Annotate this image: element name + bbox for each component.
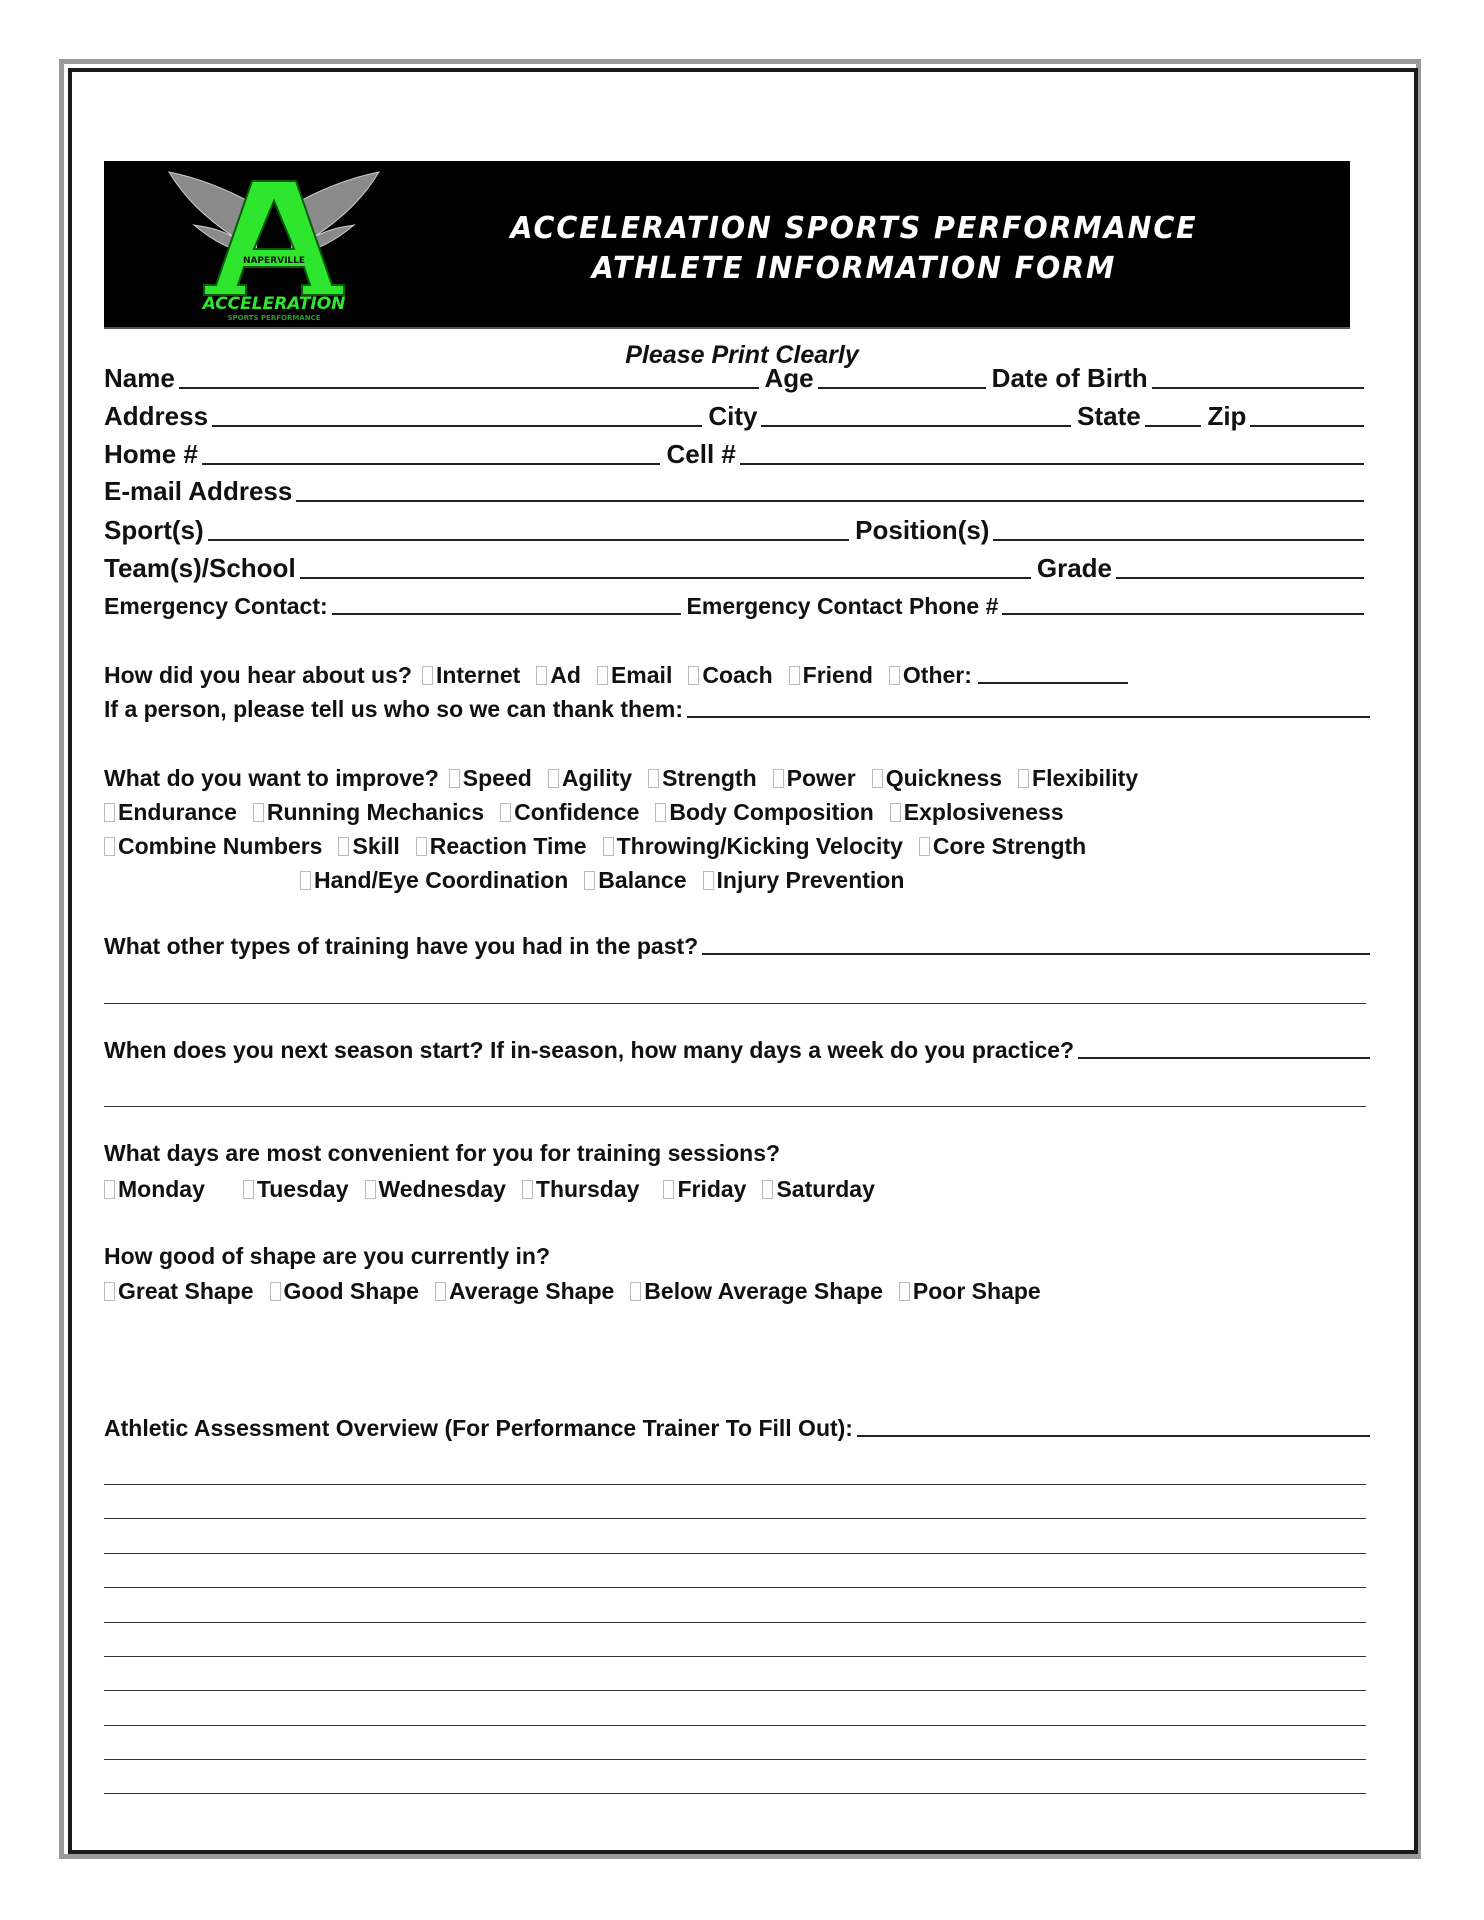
days-question: What days are most convenient for you for training sessions? [104, 1140, 781, 1166]
instructions: Please Print Clearly [625, 341, 859, 369]
assessment-line[interactable] [104, 1518, 1366, 1519]
checkbox-ad[interactable] [536, 666, 547, 685]
training-field-line-2[interactable] [104, 1003, 1366, 1004]
positions-field[interactable] [993, 539, 1364, 541]
option-label: Strength [662, 765, 757, 791]
training-question: What other types of training have you had in the past? [104, 933, 699, 959]
option-label: Poor Shape [912, 1278, 1041, 1304]
checkbox-running-mechanics[interactable] [253, 803, 264, 822]
option-label: Combine Numbers [118, 833, 323, 859]
checkbox-balance[interactable] [584, 871, 595, 890]
option-label: Saturday [776, 1176, 875, 1202]
address-label: Address [104, 401, 209, 431]
assessment-line[interactable] [104, 1759, 1366, 1760]
option-label: Reaction Time [429, 833, 587, 859]
row-email [104, 475, 1370, 507]
checkbox-combine-numbers[interactable] [104, 837, 115, 856]
svg-text:ACCELERATION: ACCELERATION [202, 294, 346, 314]
state-label: State [1077, 401, 1141, 431]
hear-row [104, 657, 1370, 689]
checkbox-strength[interactable] [648, 769, 659, 788]
option-label: Agility [561, 765, 633, 791]
option-label: Internet [435, 662, 521, 688]
emergency-contact-field[interactable] [332, 613, 681, 615]
checkbox-great-shape[interactable] [104, 1282, 115, 1301]
checkbox-tuesday[interactable] [243, 1180, 254, 1199]
option-label: Other: [902, 662, 972, 688]
team-label: Team(s)/School [104, 553, 296, 583]
assessment-line[interactable] [104, 1656, 1366, 1657]
checkbox-other[interactable] [889, 666, 900, 685]
referrer-row [104, 691, 1370, 723]
shape-options-row [94, 1273, 1360, 1305]
home-phone-field[interactable] [202, 463, 661, 465]
option-label: Skill [352, 833, 400, 859]
assessment-label: Athletic Assessment Overview (For Performance Trainer To Fill Out): [104, 1415, 853, 1441]
option-label: Endurance [118, 799, 237, 825]
improve-row-2 [94, 794, 1360, 826]
checkbox-explosiveness[interactable] [890, 803, 901, 822]
option-label: Power [786, 765, 856, 791]
checkbox-speed[interactable] [449, 769, 460, 788]
option-label: Friday [677, 1176, 747, 1202]
row-phone [104, 438, 1370, 470]
improve-row-3 [94, 828, 1360, 860]
checkbox-agility[interactable] [548, 769, 559, 788]
header-banner [104, 161, 1350, 329]
assessment-line[interactable] [104, 1690, 1366, 1691]
acceleration-logo-icon [164, 167, 384, 322]
assessment-field[interactable] [857, 1435, 1370, 1437]
form-title [455, 209, 1253, 289]
assessment-row [104, 1410, 1370, 1442]
option-label: Injury Prevention [716, 867, 905, 893]
grade-label: Grade [1036, 553, 1113, 583]
cell-label: Cell # [666, 439, 736, 469]
svg-text:NAPERVILLE: NAPERVILLE [242, 256, 306, 266]
option-label: Flexibility [1032, 765, 1139, 791]
name-label: Name [104, 363, 175, 393]
age-field[interactable] [818, 387, 986, 389]
season-field[interactable] [1078, 1057, 1370, 1059]
cell-phone-field[interactable] [740, 463, 1364, 465]
checkbox-throwing-velocity[interactable] [603, 837, 614, 856]
city-field[interactable] [761, 425, 1071, 427]
shape-question: How good of shape are you currently in? [104, 1243, 550, 1269]
form-title-line2: ATHLETE INFORMATION FORM [591, 251, 1117, 286]
row-sport [104, 514, 1370, 546]
season-field-line-2[interactable] [104, 1106, 1366, 1107]
sports-field[interactable] [208, 539, 849, 541]
checkbox-body-composition[interactable] [655, 803, 666, 822]
training-field[interactable] [702, 953, 1370, 955]
option-label: Friend [802, 662, 873, 688]
option-label: Hand/Eye Coordination [314, 867, 569, 893]
option-label: Coach [702, 662, 773, 688]
checkbox-skill[interactable] [338, 837, 349, 856]
option-label: Below Average Shape [644, 1278, 883, 1304]
home-label: Home # [104, 439, 198, 469]
checkbox-injury-prevention[interactable] [703, 871, 714, 890]
checkbox-wednesday[interactable] [365, 1180, 376, 1199]
form-title-line1: ACCELERATION SPORTS PERFORMANCE [510, 211, 1198, 246]
emergency-phone-field[interactable] [1002, 613, 1364, 615]
assessment-line[interactable] [104, 1587, 1366, 1588]
team-field[interactable] [300, 577, 1031, 579]
checkbox-below-average-shape[interactable] [630, 1282, 641, 1301]
address-field[interactable] [212, 425, 702, 427]
option-label: Explosiveness [903, 799, 1064, 825]
grade-field[interactable] [1116, 577, 1364, 579]
option-label: Ad [550, 662, 581, 688]
option-label: Speed [462, 765, 532, 791]
option-label: Confidence [514, 799, 640, 825]
city-label: City [708, 401, 758, 431]
checkbox-thursday[interactable] [522, 1180, 533, 1199]
zip-field[interactable] [1250, 425, 1364, 427]
checkbox-confidence[interactable] [500, 803, 511, 822]
email-label: E-mail Address [104, 476, 293, 506]
dob-label: Date of Birth [991, 363, 1148, 393]
sports-label: Sport(s) [104, 515, 204, 545]
option-label: Core Strength [932, 833, 1087, 859]
checkbox-monday[interactable] [104, 1180, 115, 1199]
assessment-line[interactable] [104, 1484, 1366, 1485]
positions-label: Position(s) [855, 515, 990, 545]
state-field[interactable] [1145, 425, 1202, 427]
training-row [104, 928, 1370, 960]
row-name [104, 362, 1370, 394]
checkbox-email[interactable] [597, 666, 608, 685]
checkbox-hand-eye[interactable] [300, 871, 311, 890]
assessment-line[interactable] [104, 1622, 1366, 1623]
zip-label: Zip [1207, 401, 1247, 431]
assessment-line[interactable] [104, 1725, 1366, 1726]
checkbox-poor-shape[interactable] [899, 1282, 910, 1301]
email-field[interactable] [296, 500, 1364, 502]
emergency-phone-label: Emergency Contact Phone # [686, 593, 999, 619]
improve-question: What do you want to improve? [104, 765, 439, 791]
option-label: Thursday [535, 1176, 640, 1202]
row-address [104, 400, 1370, 432]
row-team [104, 552, 1370, 584]
referrer-label: If a person, please tell us who so we can thank them: [104, 696, 683, 722]
checkbox-friday[interactable] [663, 1180, 674, 1199]
checkbox-power[interactable] [773, 769, 784, 788]
improve-row-1 [104, 760, 1370, 792]
age-label: Age [764, 363, 814, 393]
season-row [104, 1032, 1370, 1064]
option-label: Tuesday [256, 1176, 349, 1202]
days-options-row [94, 1171, 1360, 1203]
checkbox-coach[interactable] [688, 666, 699, 685]
svg-text:SPORTS PERFORMANCE: SPORTS PERFORMANCE [227, 314, 321, 322]
option-label: Quickness [885, 765, 1003, 791]
checkbox-quickness[interactable] [872, 769, 883, 788]
option-label: Good Shape [283, 1278, 419, 1304]
option-label: Monday [118, 1176, 205, 1202]
checkbox-flexibility[interactable] [1018, 769, 1029, 788]
row-emergency [104, 588, 1370, 620]
shape-question-row [104, 1238, 1370, 1270]
option-label: Great Shape [118, 1278, 254, 1304]
days-question-row [104, 1135, 1370, 1167]
checkbox-reaction-time[interactable] [416, 837, 427, 856]
referrer-field[interactable] [687, 716, 1370, 718]
checkbox-friend[interactable] [789, 666, 800, 685]
dob-field[interactable] [1152, 387, 1364, 389]
hear-question: How did you hear about us? [104, 662, 412, 688]
season-question: When does you next season start? If in-season, how many days a week do you practice? [104, 1037, 1075, 1063]
option-label: Wednesday [378, 1176, 506, 1202]
improve-row-4 [290, 862, 1190, 894]
checkbox-endurance[interactable] [104, 803, 115, 822]
option-label: Running Mechanics [266, 799, 485, 825]
checkbox-core-strength[interactable] [919, 837, 930, 856]
assessment-line[interactable] [104, 1793, 1366, 1794]
assessment-line[interactable] [104, 1553, 1366, 1554]
checkbox-internet[interactable] [422, 666, 433, 685]
other-field[interactable] [978, 682, 1128, 684]
option-label: Throwing/Kicking Velocity [616, 833, 903, 859]
emergency-contact-label: Emergency Contact: [104, 593, 328, 619]
checkbox-average-shape[interactable] [435, 1282, 446, 1301]
checkbox-good-shape[interactable] [270, 1282, 281, 1301]
option-label: Average Shape [448, 1278, 615, 1304]
name-field[interactable] [179, 387, 759, 389]
option-label: Body Composition [669, 799, 874, 825]
option-label: Email [610, 662, 673, 688]
checkbox-saturday[interactable] [762, 1180, 773, 1199]
option-label: Balance [598, 867, 687, 893]
